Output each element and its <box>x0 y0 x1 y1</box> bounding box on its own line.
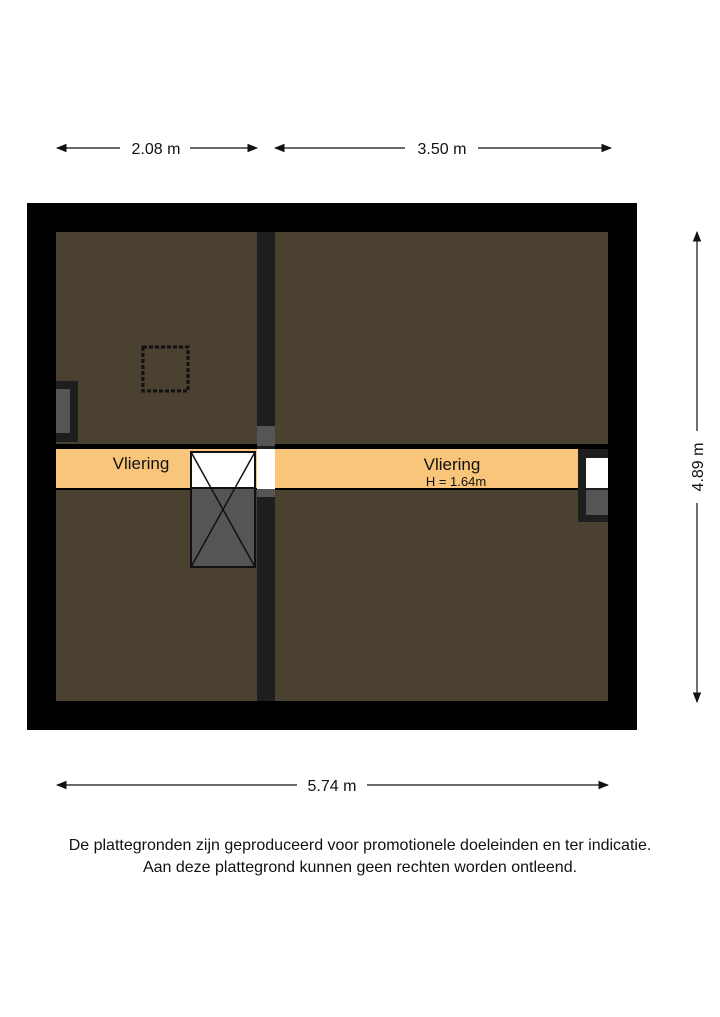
floor-top-right <box>275 232 608 445</box>
floor-top-left <box>56 232 257 445</box>
dimension-bottom <box>57 778 608 795</box>
door-opening <box>257 449 275 489</box>
dimension-top-left <box>57 141 257 158</box>
dimension-top-right <box>275 141 611 158</box>
disclaimer-line-2: Aan deze plattegrond kunnen geen rechten worden ontleend. <box>142 859 578 876</box>
dimension-label-right: 4.89 m <box>690 442 707 492</box>
disclaimer <box>0 835 720 879</box>
dimension-right <box>690 232 707 702</box>
room-height-right: H = 1.64m <box>425 474 487 489</box>
stairwell-icon <box>191 452 255 567</box>
dimension-label-bottom: 5.74 m <box>307 778 357 795</box>
dimension-label-top-right: 3.50 m <box>417 141 467 158</box>
dimension-label-top-left: 2.08 m <box>131 141 181 158</box>
disclaimer-line-1: De plattegronden zijn geproduceerd voor promotionele doeleinden en ter indicatie. <box>68 837 652 854</box>
room-label-left: Vliering <box>112 454 170 473</box>
wall-opening <box>257 426 275 446</box>
room-label-right: Vliering <box>423 455 481 474</box>
floor-bottom-right <box>275 489 608 701</box>
